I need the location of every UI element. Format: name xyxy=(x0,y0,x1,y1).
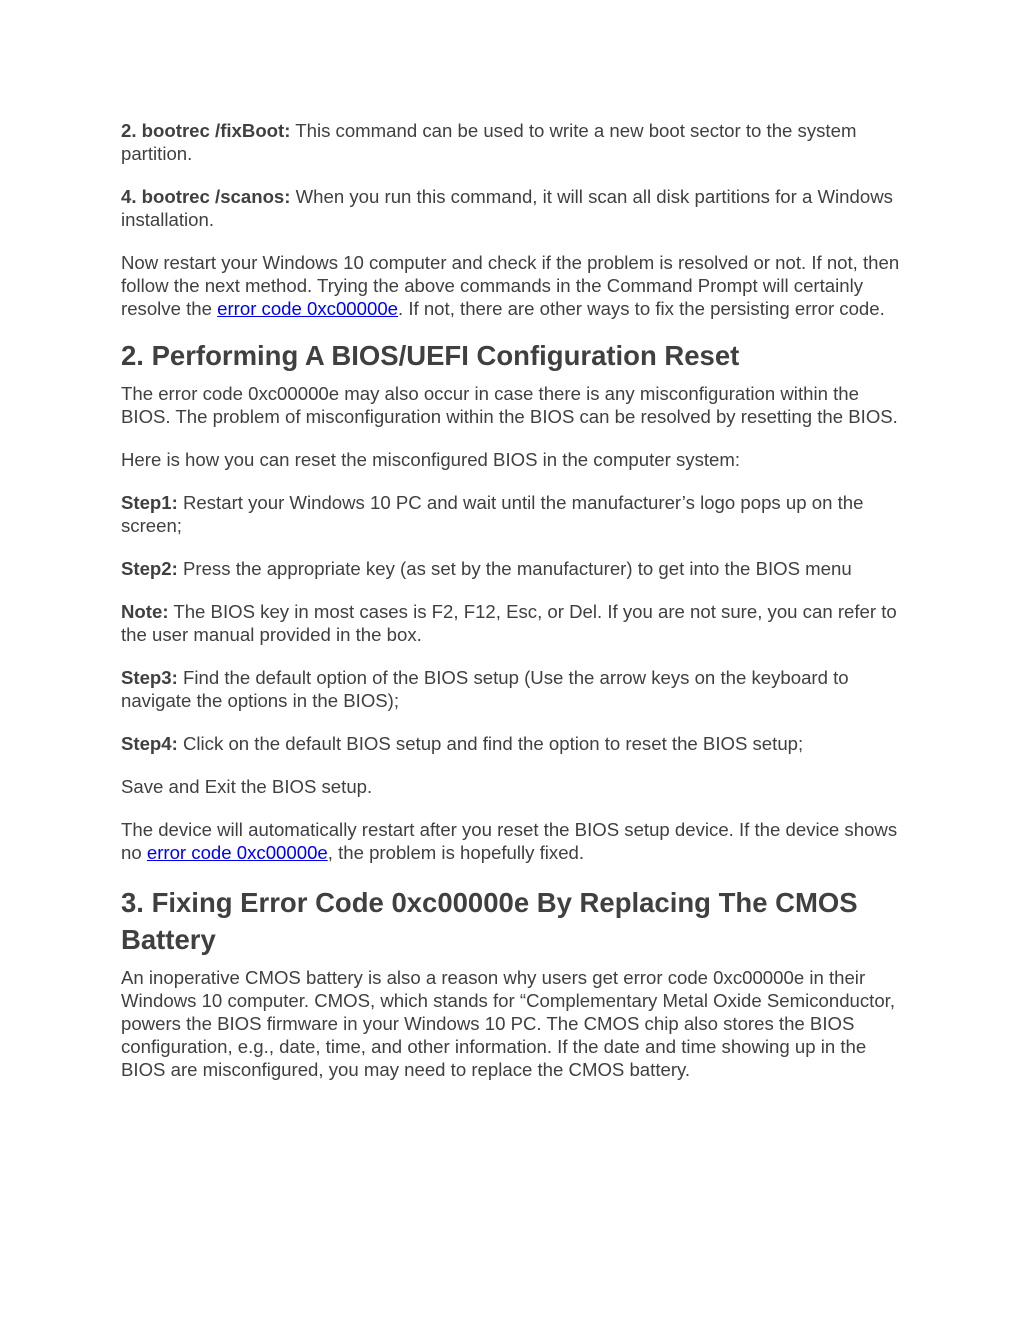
restart-paragraph xyxy=(121,251,911,320)
note-text: The BIOS key in most cases is F2, F12, Esc, or Del. If you are not sure, you can refer to the user manual provided in the box. xyxy=(121,601,897,645)
scanos-text: When you run this command, it will scan all disk partitions for a Windows installation. xyxy=(121,186,893,230)
fixboot-text: This command can be used to write a new boot sector to the system partition. xyxy=(121,120,857,164)
note-paragraph xyxy=(121,600,911,646)
restart-text-before: Now restart your Windows 10 computer and check if the problem is resolved or not. If not, then follow the next method. Trying the above commands in the Command Prompt will certainly resolve the xyxy=(121,252,900,319)
step1-paragraph xyxy=(121,491,911,537)
step2-label: Step2: xyxy=(121,558,178,579)
restart-text-after: . If not, there are other ways to fix the persisting error code. xyxy=(398,298,885,319)
step4-text: Click on the default BIOS setup and find the option to reset the BIOS setup; xyxy=(177,733,804,754)
section2-heading: 2. Performing A BIOS/UEFI Configuration Reset xyxy=(121,340,740,371)
device-restart-paragraph xyxy=(121,818,911,864)
section3-body: An inoperative CMOS battery is also a reason why users get error code 0xc00000e in their Windows 10 computer. CMOS, which stands for “Complementary Metal Oxide Semiconductor, powers the BIOS firmware in your Windows 10 PC. The CMOS chip also stores the BIOS configuration, e.g., date, time, and other information. If the date and time showing up in the BIOS are misconfigured, you may need to replace the CMOS battery. xyxy=(121,967,896,1080)
step4-label: Step4: xyxy=(121,733,178,754)
step1-label: Step1: xyxy=(121,492,178,513)
fixboot-label: 2. bootrec /fixBoot: xyxy=(121,120,291,141)
section2-intro: The error code 0xc00000e may also occur in case there is any misconfiguration within the BIOS. The problem of misconfiguration within the BIOS can be resolved by resetting the BIOS. xyxy=(121,383,898,427)
section3-heading: 3. Fixing Error Code 0xc00000e By Replacing The CMOS Battery xyxy=(121,887,858,955)
step2-text: Press the appropriate key (as set by the manufacturer) to get into the BIOS menu xyxy=(177,558,852,579)
document-page xyxy=(121,119,911,1101)
scanos-label: 4. bootrec /scanos: xyxy=(121,186,291,207)
note-label: Note: xyxy=(121,601,169,622)
step3-label: Step3: xyxy=(121,667,178,688)
step3-text: Find the default option of the BIOS setup (Use the arrow keys on the keyboard to navigate the options in the BIOS); xyxy=(121,667,849,711)
step3-paragraph xyxy=(121,666,911,712)
device-restart-after: , the problem is hopefully fixed. xyxy=(327,842,585,863)
error-code-link[interactable]: error code 0xc00000e xyxy=(217,298,399,319)
scanos-paragraph xyxy=(121,185,911,231)
step1-text: Restart your Windows 10 PC and wait until the manufacturer’s logo pops up on the screen; xyxy=(121,492,864,536)
fixboot-paragraph xyxy=(121,119,911,165)
error-code-link-2[interactable]: error code 0xc00000e xyxy=(146,842,328,863)
save-exit-paragraph: Save and Exit the BIOS setup. xyxy=(121,776,373,797)
section2-howto: Here is how you can reset the misconfigured BIOS in the computer system: xyxy=(121,449,741,470)
step4-paragraph xyxy=(121,732,911,755)
device-restart-before: The device will automatically restart after you reset the BIOS setup device. If the device shows no xyxy=(121,819,898,863)
step2-paragraph xyxy=(121,557,911,580)
